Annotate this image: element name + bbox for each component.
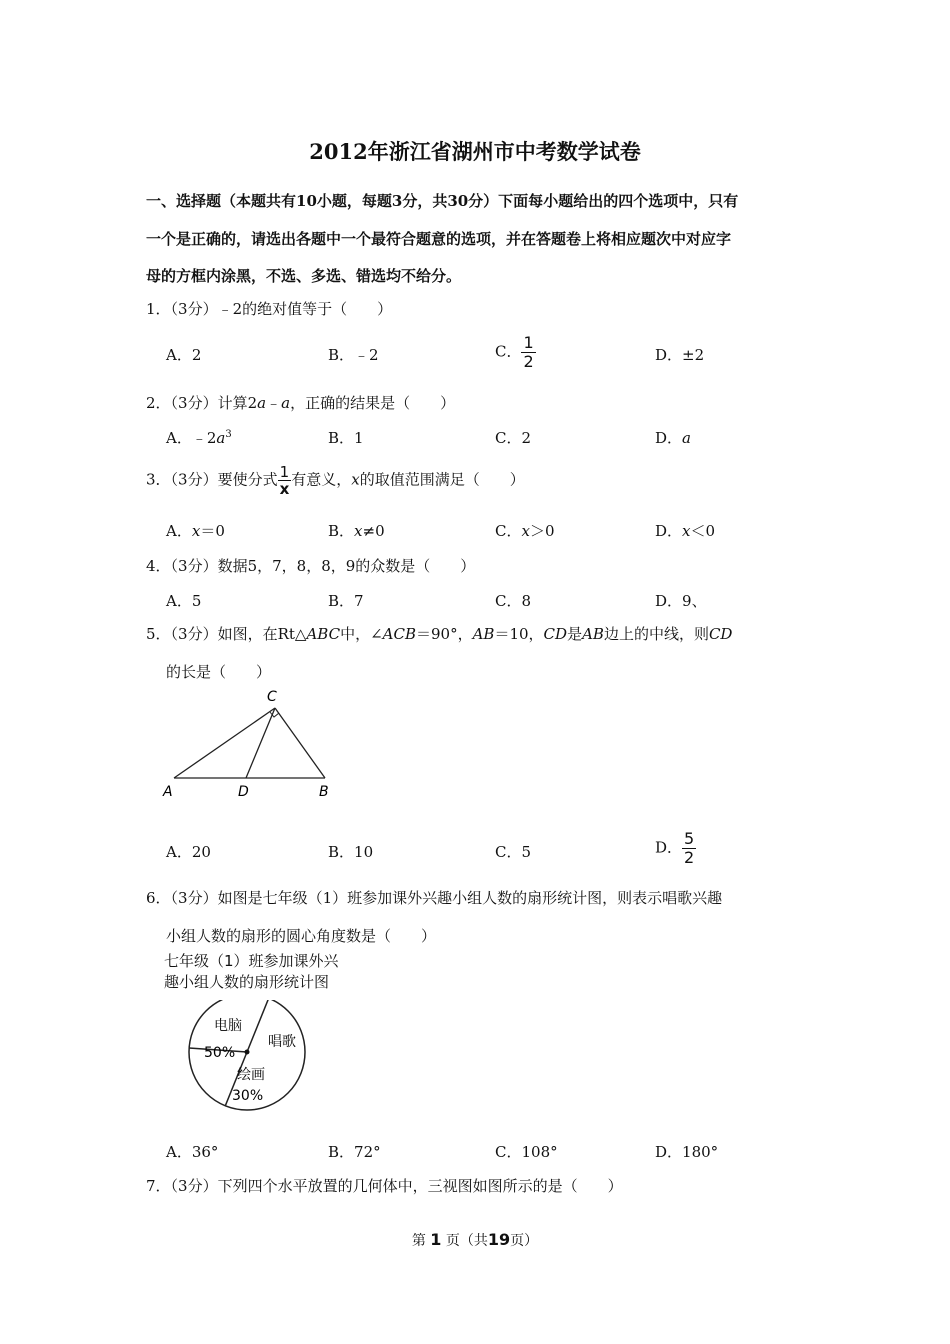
section-instructions-line2: 一个是正确的，请选出各题中一个最符合题意的选项，并在答题卷上将相应题次中对应字	[146, 230, 732, 248]
footer-page-number: 1	[430, 1230, 442, 1249]
page-footer	[0, 1230, 950, 1250]
q6-option-c: C．108°	[495, 1143, 558, 1161]
variable: x	[354, 522, 363, 540]
question-number: 6．	[146, 889, 171, 907]
question-text: （3分）要使分式	[170, 470, 278, 489]
option-text: A．﹣2	[166, 429, 217, 447]
variable: a	[682, 429, 691, 447]
variable: x	[191, 522, 201, 540]
q3-option-d	[655, 520, 715, 541]
footer-total-pages: 19	[487, 1230, 511, 1249]
page-title: 2012年浙江省湖州市中考数学试卷	[309, 139, 641, 164]
q2-option-b: B．1	[328, 429, 364, 447]
question-6-line2: 小组人数的扇形的圆心角度数是（ ）	[166, 927, 437, 945]
question-number: 3．	[146, 470, 171, 489]
question-text: 有意义，	[291, 470, 352, 489]
pie-chart-title-line2: 趣小组人数的扇形统计图	[164, 973, 330, 991]
fraction	[682, 830, 696, 867]
fraction-denominator: x	[279, 480, 290, 498]
exponent: 3	[225, 429, 232, 440]
vertex-label-a: A	[163, 784, 173, 800]
fraction-denominator: 2	[523, 352, 534, 371]
q1-option-c	[495, 334, 536, 371]
triangle-figure	[160, 686, 340, 804]
question-number: 4．	[146, 557, 171, 575]
q4-option-b: B．7	[328, 592, 364, 610]
variable: x	[682, 522, 691, 540]
variable: x	[521, 522, 530, 540]
option-label: C．	[495, 522, 522, 540]
option-text: ＞0	[529, 522, 555, 540]
option-label: D．	[655, 429, 683, 447]
question-text: 是	[567, 625, 583, 643]
question-text: ＝90°，	[416, 625, 473, 643]
question-number: 7．	[146, 1177, 171, 1195]
footer-text: 页）	[510, 1233, 539, 1249]
variable: CD	[543, 625, 568, 643]
fraction-numerator: 1	[523, 333, 534, 352]
q5-option-d	[655, 830, 696, 867]
variable: a	[257, 394, 267, 412]
q4-option-a: A．5	[166, 592, 202, 610]
q5-option-b: B．10	[328, 843, 374, 861]
option-text: ≠0	[362, 522, 385, 540]
q4-option-c: C．8	[495, 592, 532, 610]
variable: AB	[472, 625, 495, 643]
variable: a	[216, 429, 226, 447]
option-label: D．	[655, 522, 683, 540]
question-text: （3分）﹣2的绝对值等于（ ）	[170, 300, 393, 318]
question-text: （3分）如图是七年级（1）班参加课外兴趣小组人数的扇形统计图，则表示唱歌兴趣	[170, 889, 723, 907]
fraction	[521, 334, 535, 371]
q1-option-b: B．﹣2	[328, 346, 379, 364]
question-3	[146, 464, 525, 497]
q5-option-a: A．20	[166, 843, 211, 861]
option-label: B．	[328, 522, 355, 540]
vertex-label-b: B	[319, 784, 329, 800]
fraction	[278, 464, 292, 497]
question-5-line2: 的长是（ ）	[166, 663, 272, 681]
question-text: （3分）如图，在Rt△	[170, 625, 307, 643]
q6-option-d: D．180°	[655, 1143, 719, 1161]
fraction-numerator: 1	[278, 464, 292, 481]
variable: x	[351, 470, 360, 489]
q6-option-b: B．72°	[328, 1143, 381, 1161]
question-text: 中，∠	[340, 625, 383, 643]
question-text: ﹣	[266, 394, 282, 412]
section-instructions-line1: 一、选择题（本题共有10小题，每题3分，共30分）下面每小题给出的四个选项中，只有	[146, 192, 739, 210]
footer-text: 第	[411, 1233, 426, 1249]
fraction-denominator: 2	[684, 848, 695, 867]
question-text: （3分）计算2	[170, 394, 258, 412]
q2-option-a	[166, 427, 232, 448]
q3-option-b	[328, 520, 385, 541]
q1-option-d: D．±2	[655, 346, 705, 364]
vertex-label-c: C	[267, 689, 277, 705]
pie-label-computer: 电脑	[214, 1018, 242, 1034]
question-5	[146, 623, 732, 644]
variable: ABC	[306, 625, 341, 643]
q6-option-a: A．36°	[166, 1143, 219, 1161]
variable: ACB	[382, 625, 416, 643]
option-text: ＝0	[200, 522, 225, 540]
pie-chart-title-line1: 七年级（1）班参加课外兴	[164, 952, 339, 970]
question-number: 1．	[146, 300, 171, 318]
pie-value-drawing: 30%	[232, 1088, 264, 1104]
question-7	[146, 1175, 623, 1196]
question-6	[146, 887, 722, 908]
footer-text: 页（共	[445, 1233, 488, 1249]
question-1	[146, 298, 392, 319]
variable: CD	[708, 625, 733, 643]
question-text: ＝10，	[494, 625, 544, 643]
side-bc	[275, 708, 325, 778]
variable: AB	[582, 625, 604, 643]
pie-center-dot	[245, 1050, 250, 1055]
option-text: ＜0	[690, 522, 716, 540]
question-4	[146, 555, 475, 576]
q4-option-d: D．9、	[655, 592, 707, 610]
pie-label-drawing: 绘画	[237, 1067, 265, 1083]
question-text: （3分）数据5，7，8，8，9的众数是（ ）	[170, 557, 476, 575]
question-text: ，正确的结果是（ ）	[290, 394, 456, 412]
point-label-d: D	[238, 784, 249, 800]
q2-option-c: C．2	[495, 429, 532, 447]
option-label: C．	[495, 342, 522, 361]
pie-label-singing: 唱歌	[268, 1034, 296, 1050]
pie-chart-title	[164, 951, 339, 993]
pie-value-computer: 50%	[204, 1045, 236, 1061]
question-text: 的取值范围满足（ ）	[359, 470, 525, 489]
option-label: A．	[166, 522, 192, 540]
pie-chart	[180, 1000, 320, 1116]
variable: a	[281, 394, 291, 412]
question-text: 边上的中线，则	[603, 625, 709, 643]
question-2	[146, 392, 455, 413]
question-text: （3分）下列四个水平放置的几何体中，三视图如图所示的是（ ）	[170, 1177, 623, 1195]
option-label: D．	[655, 838, 683, 857]
fraction-numerator: 5	[684, 829, 695, 848]
q1-option-a: A．2	[166, 346, 202, 364]
question-number: 2．	[146, 394, 171, 412]
question-number: 5．	[146, 625, 171, 643]
q3-option-c	[495, 520, 555, 541]
section-instructions-line3: 母的方框内涂黑，不选、多选、错选均不给分。	[146, 267, 462, 285]
q3-option-a	[166, 520, 225, 541]
q5-option-c: C．5	[495, 843, 532, 861]
q2-option-d	[655, 427, 691, 448]
